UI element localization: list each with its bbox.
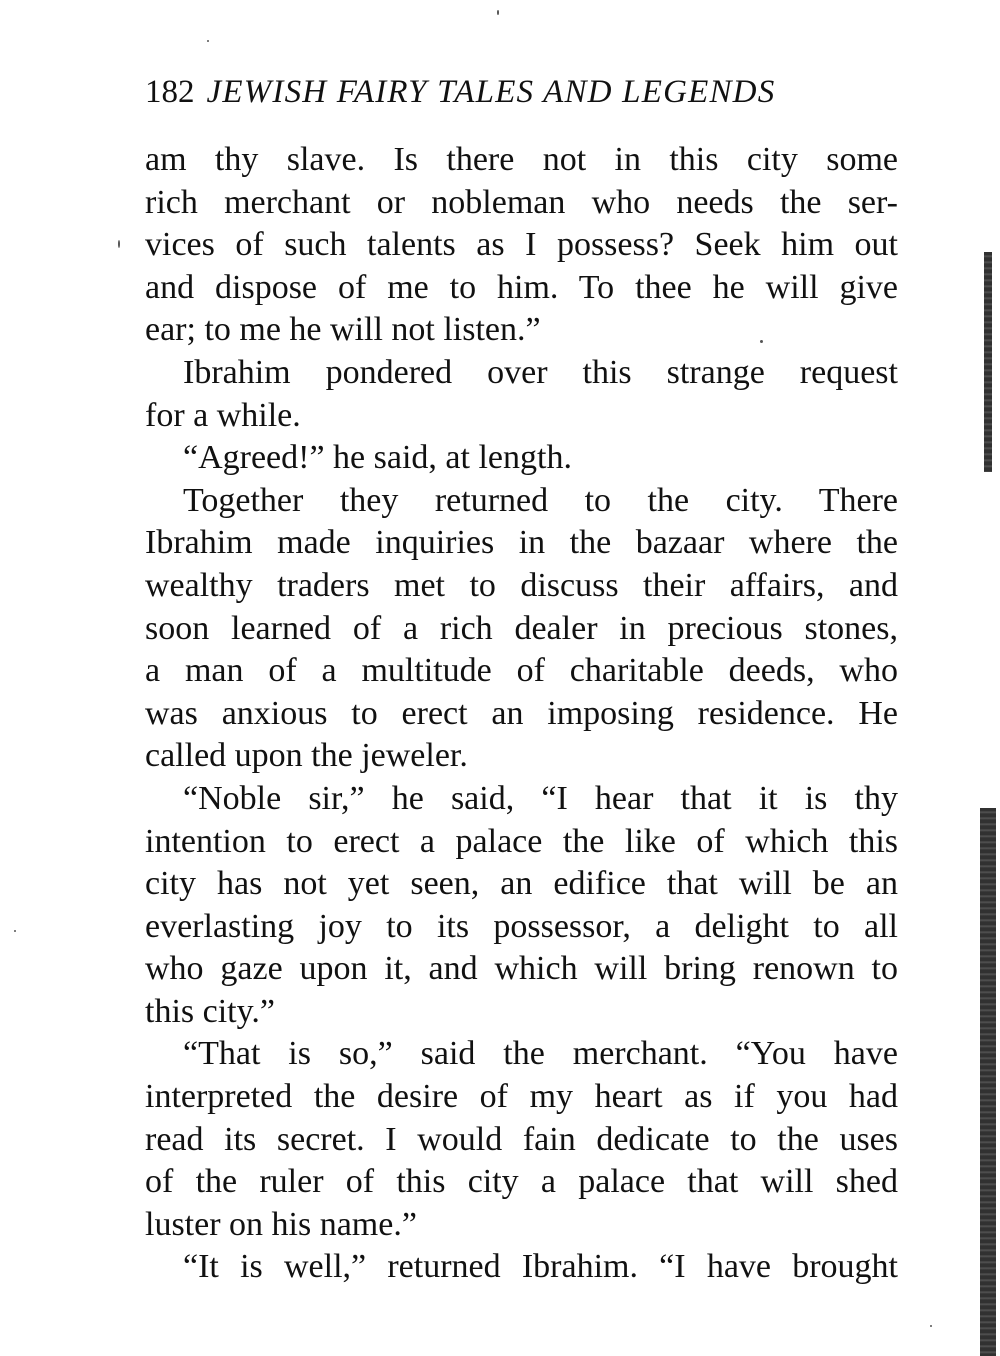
- text-line: of the ruler of this city a palace that will shed: [145, 1163, 898, 1201]
- text-line: for a while.: [145, 396, 301, 434]
- text-line: wealthy traders met to discuss their affairs, and: [145, 566, 898, 604]
- text-line: read its secret. I would fain dedicate to the uses: [145, 1120, 898, 1158]
- text-line: city has not yet seen, an edifice that will be an: [145, 865, 898, 903]
- scan-speck: [760, 340, 763, 343]
- text-line: called upon the jeweler.: [145, 737, 468, 775]
- scan-speck: [207, 40, 209, 42]
- running-head: [145, 72, 885, 112]
- scan-binding-shadow: [984, 252, 992, 472]
- paragraph-first-line: “It is well,” returned Ibrahim. “I have brought: [183, 1248, 898, 1286]
- paragraph-first-line: “Agreed!” he said, at length.: [183, 439, 572, 477]
- body-text: [145, 139, 898, 1289]
- paragraph-first-line: “That is so,” said the merchant. “You have: [183, 1035, 898, 1073]
- page-number: 182: [145, 74, 195, 110]
- scan-speck: [14, 930, 16, 932]
- book-title: JEWISH FAIRY TALES AND LEGENDS: [206, 74, 776, 110]
- text-line: and dispose of me to him. To thee he will give: [145, 268, 898, 306]
- text-line: soon learned of a rich dealer in precious stones,: [145, 609, 898, 647]
- scan-binding-shadow: [980, 808, 996, 1356]
- text-line: who gaze upon it, and which will bring renown to: [145, 950, 898, 988]
- text-line: ear; to me he will not listen.”: [145, 311, 541, 349]
- text-line: this city.”: [145, 992, 275, 1030]
- text-line: intention to erect a palace the like of which this: [145, 822, 898, 860]
- text-line: luster on his name.”: [145, 1205, 417, 1243]
- paragraph-first-line: Together they returned to the city. There: [183, 481, 898, 519]
- scan-speck: [497, 10, 499, 15]
- paragraph-first-line: Ibrahim pondered over this strange request: [183, 353, 898, 391]
- text-line: Ibrahim made inquiries in the bazaar where the: [145, 524, 898, 562]
- paragraph-first-line: “Noble sir,” he said, “I hear that it is thy: [183, 779, 898, 817]
- text-line: was anxious to erect an imposing residence. He: [145, 694, 898, 732]
- text-line: everlasting joy to its possessor, a delight to all: [145, 907, 898, 945]
- text-line: vices of such talents as I possess? Seek him out: [145, 226, 898, 264]
- text-line: rich merchant or nobleman who needs the ser-: [145, 183, 898, 221]
- scan-speck: [930, 1325, 932, 1327]
- text-line: am thy slave. Is there not in this city some: [145, 141, 898, 178]
- scan-speck: [118, 240, 120, 248]
- text-line: interpreted the desire of my heart as if you had: [145, 1078, 898, 1116]
- text-line: a man of a multitude of charitable deeds, who: [145, 652, 898, 690]
